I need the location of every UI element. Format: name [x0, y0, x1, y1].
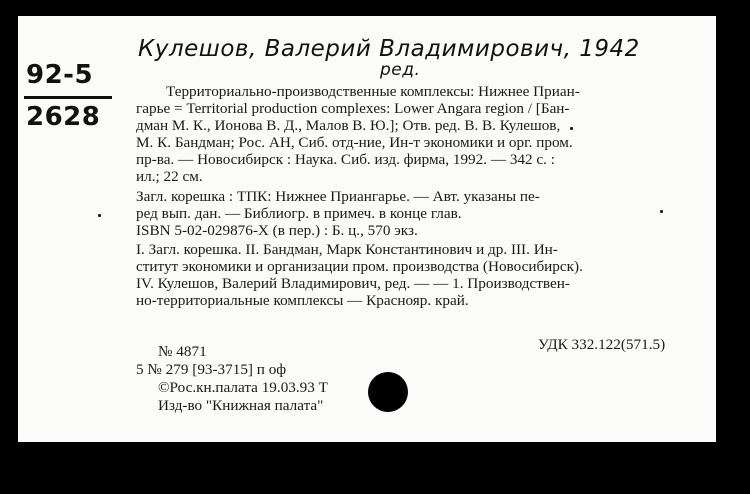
handwritten-role: ред.	[380, 60, 421, 80]
order-line: 5 № 279 [93-3715] п оф	[136, 361, 287, 378]
entry-line: ститут экономики и организации пром. производства (Новосибирск).	[136, 258, 583, 275]
entry-line: I. Загл. корешка. II. Бандман, Марк Константинович и др. III. Ин-	[136, 241, 558, 258]
chamber-line: ©Рос.кн.палата 19.03.93 Т	[158, 379, 328, 396]
catalog-card	[18, 16, 716, 442]
udc-code: УДК 332.122(571.5)	[538, 336, 666, 353]
publisher-line: Изд-во "Книжная палата"	[158, 397, 324, 414]
card-number: № 4871	[158, 343, 207, 360]
entry-line: ил.; 22 см.	[136, 168, 203, 185]
speck	[98, 214, 101, 217]
entry-line: но-территориальные комплексы — Краснояр. край.	[136, 292, 469, 309]
speck	[570, 127, 573, 130]
entry-line: IV. Кулешов, Валерий Владимирович, ред. — — 1. Производствен-	[136, 275, 570, 292]
handwritten-author-name: Кулешов, Валерий Владимирович, 1942	[138, 36, 640, 62]
shelf-number-top: 92-5	[26, 60, 94, 90]
shelf-number-bottom: 2628	[26, 102, 101, 132]
entry-line: М. К. Бандман; Рос. АН, Сиб. отд-ние, Ин-т экономики и орг. пром.	[136, 134, 573, 151]
ink-blot	[368, 372, 408, 412]
entry-line: ред вып. дан. — Библиогр. в примеч. в конце глав.	[136, 205, 462, 222]
entry-line: Загл. корешка : ТПК: Нижнее Приангарье. — Авт. указаны пе-	[136, 188, 540, 205]
entry-line: Территориально-производственные комплексы: Нижнее Приан-	[166, 83, 580, 100]
entry-line: гарье = Territorial production complexes: Lower Angara region / [Бан-	[136, 100, 570, 117]
entry-line: дман М. К., Ионова В. Д., Малов В. Ю.]; Отв. ред. В. В. Кулешов,	[136, 117, 561, 134]
entry-line: пр-ва. — Новосибирск : Наука. Сиб. изд. фирма, 1992. — 342 с. :	[136, 151, 555, 168]
isbn-line: ISBN 5-02-029876-X (в пер.) : Б. ц., 570 экз.	[136, 222, 418, 239]
speck	[660, 210, 663, 213]
shelf-divider-line	[24, 96, 112, 99]
